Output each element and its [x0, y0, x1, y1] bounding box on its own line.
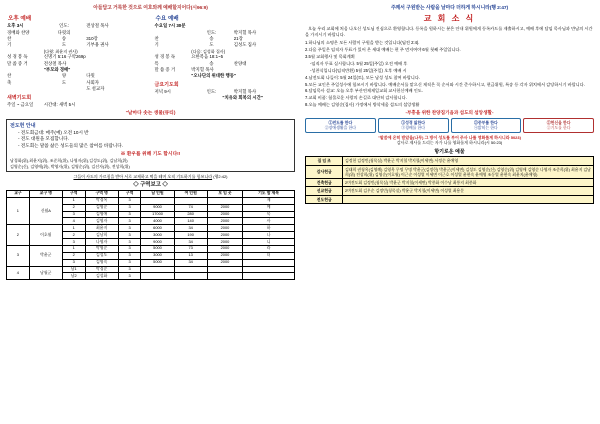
list-item: 8.오늘 예배는 김영순(집사) 가정에서 방삭세움 섬도의 섬앙생활	[305, 102, 420, 108]
duty-header-role: 선교헌금	[306, 187, 343, 195]
sunday-title: 오후 예배	[8, 16, 32, 22]
acts-quote	[6, 174, 295, 179]
table-row: 남2 김성화 3	[7, 273, 295, 280]
duty-header-role: 전도헌금	[306, 195, 343, 203]
dawn-prayer-table	[6, 101, 148, 107]
practice-box	[305, 118, 376, 133]
order-row: 말 씀 증 거 박지혈 목사	[154, 66, 214, 72]
order-row: 저녁 9시 인도: 박지혈 목사	[154, 89, 257, 95]
list-item: -성찬식입니다(임직반환) 5월 25일(주일) 오후 예배 시	[310, 67, 407, 73]
acts-quote-ref: (행2:42)	[213, 174, 228, 180]
offering-verse-ref: 감사로 제사를 드리는 자가 나를 영화롭게 하시니라(시 50:23)	[396, 140, 503, 146]
table-row	[306, 165, 594, 179]
order-row: (다윗: 최윤지 권사)	[43, 48, 78, 54]
practice-line: ④밝히는 한다	[473, 125, 498, 131]
th-guyeok-name: 구역 명	[85, 190, 118, 197]
dawn-prayer-note: "날마다 솟는 생물(큐티)	[125, 110, 176, 116]
order-row: 도 설교자	[86, 85, 105, 91]
list-item: 2.다음 주일은 임직자 투표가 있어 온 세대 예배는 편 주 먼저여야 6월 첫째 주일입니다.	[305, 47, 461, 53]
right-page	[300, 0, 600, 424]
order-row: 축 도 사회자	[7, 79, 99, 85]
evangelism-box	[6, 119, 295, 172]
duty-names	[343, 195, 594, 203]
order-row: "부모와 경배"	[43, 66, 71, 72]
practice-box	[523, 118, 594, 133]
sunday-afternoon-worship	[6, 13, 148, 107]
page-title: 교 회 소 식	[423, 14, 476, 23]
practice-box	[378, 118, 449, 133]
offering-verse-main: "말씀에 온히 받았을(나무) 그 방이 성도를 부어 주사 나를 영화롭게 하시니라 5023)	[378, 134, 521, 140]
order-row: 말 씀 증 거 전상철 목사	[7, 60, 67, 66]
list-item: 1.하나님의 소명은 모든 사람이 구원을 받는 것입니다(딤전 2:4).	[305, 40, 420, 46]
table-row: 4 김영자 3 4000 140 2000 사	[7, 218, 295, 225]
th-place: 모 임 곳	[207, 190, 242, 197]
acts-quote-text: 그들이 사도의 가르침을 받아 서로 교제하고 떡을 떼며 오직 기도하기를 힘쓰니라	[73, 174, 213, 180]
right-verse: 주께서 구원받는 사람을 날마다 더하게 하시니라(행 2:47)	[390, 6, 509, 11]
friday-prayer-title: 금요기도회	[154, 82, 179, 89]
th-gun: 교구 명	[29, 190, 62, 197]
practice-line: ②기도를 한다	[546, 125, 571, 131]
table-row: 3 박윤군 1 박영순 3 5000 73 2000 라	[7, 245, 295, 252]
th-guyeok2: 구역	[118, 190, 141, 197]
offering-verse	[305, 135, 594, 146]
order-row: 오후 3시 인도: 전상철 목사	[7, 23, 109, 29]
list-item: 4.남전도회 나들이: 5월 24일(토), 모든 남성 성도 참여 바랍니다.	[305, 74, 421, 80]
order-row: 주일 ~ 금요일 시간대: 새벽 5시	[7, 101, 76, 107]
wednesday-title: 수요 예배	[155, 16, 179, 22]
welcome-paragraph: 오늘 우리 교회에 처음 나오신 성도님 진심으로 환영합니다. 등록을 원하시는 분은 안내 위원에게 등록카드를 제출하시고, 예배 후에 담임 목사님과 만남의 시간을 가지시기 바랍니다.	[305, 26, 593, 38]
wednesday-order-table	[154, 23, 296, 79]
table-row: 4 남월군 남1 박경순 3	[7, 266, 295, 273]
duty-names: 2며전도회 김정빈(청목실) 박윤군 박지혈(이세면) 박풍화 이수남 최풍지 최풍화	[343, 179, 594, 187]
list-item: 5.모든 교인은 주일성수에 힘쓰시기 바랍니다. 예배순서를 맡으신 제직은 꼭 순서와 시간 준수하시고, 현금위원, 특송 등 각자 위치에서 감당하시기 바랍니다.	[305, 81, 585, 87]
duty-header-role: 건축헌금	[306, 179, 343, 187]
evangelism-title: 전도헌 안내	[10, 122, 36, 129]
th-gu: 교구	[7, 190, 30, 197]
evangelism-list	[10, 130, 291, 149]
table-row: 2 이호월 1 최윤지 3 6000 34 2000 하	[7, 225, 295, 232]
sunday-order-table	[6, 23, 148, 92]
order-row: 성 경 봉 독 요한복음 18:1~5	[154, 54, 224, 60]
duty-names: 김태희 권청옥(김영례) 김영옥 무명 무명 박윤군(김정헌) 박윤군(이세면) 김성도 김영순(신) 김영순(위) 김영애 김영순 나영자 조준희(위) 최윤지 김남희(위) 전상희(위) 김영순(이호월) 이근순 이성열 이세면 이근호 이성열 윤현숙 윤예영 조동열 윤현숙 최윤지(윤애영)	[343, 165, 594, 179]
left-verse: 아들답고 거룩한 것으로 여호와께 예배할지어다(시96:9)	[93, 6, 208, 11]
order-row: 기 도 기부용 권사	[7, 42, 109, 48]
practice-line: ③경배를 한다	[401, 125, 425, 131]
prayer-names-1: 남경화(위),최윤지(위), 조준희(위), 나영자(위),김성도(위), 김남희(위)	[10, 158, 128, 164]
order-row: 찬 양 다윗	[7, 73, 95, 79]
list-item: 3.5월 교회행사 및 목회계획	[305, 53, 355, 59]
order-row: 찬 송 21장	[154, 35, 243, 41]
table-row: 2 김영순 3 9000 74 2000 예	[7, 204, 295, 211]
order-row: 경배와 찬양 다윗의	[7, 29, 71, 35]
practice-line: ②중부를 한다	[473, 120, 498, 126]
region-report-title: ◇ 구역보고 ◇	[133, 182, 168, 189]
practice-box	[451, 118, 522, 133]
revival-slogan: -부흥을 위한 찬양집기음과 섬도의 섬앙생활-	[405, 109, 494, 115]
list-item: 7.교회 비품: 험물로운 사랑의 손길로 대단히 감사합니다.	[305, 95, 407, 101]
th-prayer: 기도 할 제목	[243, 190, 295, 197]
table-header-row	[7, 190, 295, 197]
table-row: 3 김영숙 3 5000 34 2000	[7, 259, 295, 266]
list-item: -임직자 투표 실시합니다. 5월 25일(주일) 오전 예배 후	[310, 60, 408, 66]
dawn-prayer-title: 새벽기도회	[7, 94, 32, 101]
order-row: 성 경 봉 독 신명기 5:16 구약269p	[7, 54, 86, 60]
duty-header-role: 집 임 조	[306, 157, 343, 165]
practice-line: ②장애생활을 한다	[324, 125, 357, 131]
order-row: 수요일 7시 30분	[154, 23, 186, 29]
practice-line: ①성경 잃한다	[401, 120, 425, 126]
table-row: 2 김성도 3 3000 13 2000 더	[7, 252, 295, 259]
th-guyeok: 구역	[62, 190, 85, 197]
announcement-list	[305, 40, 594, 108]
worship-orders	[6, 13, 295, 107]
list-item: - 전도 대원을 모집합니다.	[18, 136, 291, 142]
list-item: - 전도회는 말씀 삶은 성도들의 많은 참여를 바랍니다.	[18, 143, 291, 149]
prayer-request-heading: ※ 환우를 위해 기도 합시다!!	[120, 152, 181, 158]
list-item: 6.담임목사 설교: 오늘 오후 부산연제제일교회 교사헌신예배 인도.	[305, 88, 423, 94]
practice-line: ②헌신을 한다	[546, 120, 571, 126]
wednesday-worship	[154, 13, 296, 107]
duty-names: 2며전도회 김우순 김정빈(청목실) 박윤군 박지혈(이세면) 이성열 최용문	[343, 187, 594, 195]
prayer-names-2: 김영순(신), 김영애(위), 박영자(위), 김영순(위), 김선자(위), 전상희(위)	[10, 163, 130, 169]
offering-table-title: 항기로운 예물	[434, 148, 465, 155]
duty-names: 김정헌 김정빈(청목실) 박윤군 박지혈 박지혈(이세면) 서정순 윤애영	[343, 157, 594, 165]
th-male: 남 인원	[141, 190, 174, 197]
duty-header-role: 감사헌금	[306, 165, 343, 179]
order-row: 찬 송 310장	[7, 35, 98, 41]
table-row	[306, 179, 594, 187]
order-row: 인도: 박지혈 목사	[206, 29, 257, 35]
order-row: 기 도 김성도 집사	[154, 42, 257, 48]
order-row: (다음: 김성화 집사)	[191, 48, 226, 54]
order-row: 특 송 찬양대	[154, 60, 247, 66]
order-row: "치유와 회복의 시간"	[222, 95, 263, 101]
order-row: "오나단의 위대한 행동"	[191, 73, 237, 79]
practice-line: ①전도를 한다	[328, 120, 353, 126]
table-row	[306, 157, 594, 165]
friday-prayer-table	[154, 89, 296, 102]
table-row	[306, 195, 594, 203]
th-female: 여 인원	[174, 190, 207, 197]
region-report-table	[6, 190, 295, 280]
table-row: 1 신월A 1 박경옥 3 제	[7, 197, 295, 204]
table-row: 3 김영애 3 17000 280 2000 목	[7, 211, 295, 218]
offering-table	[305, 156, 594, 204]
table-row: 3 나영자 3 9000 34 2000 니	[7, 239, 295, 246]
list-item: - 전도회금대: 매주(예) 오전 10시 반	[18, 130, 291, 136]
table-row	[306, 187, 594, 195]
table-row: 2 김남희 3 3000 190 2000 나	[7, 232, 295, 239]
practice-boxes	[305, 118, 594, 133]
